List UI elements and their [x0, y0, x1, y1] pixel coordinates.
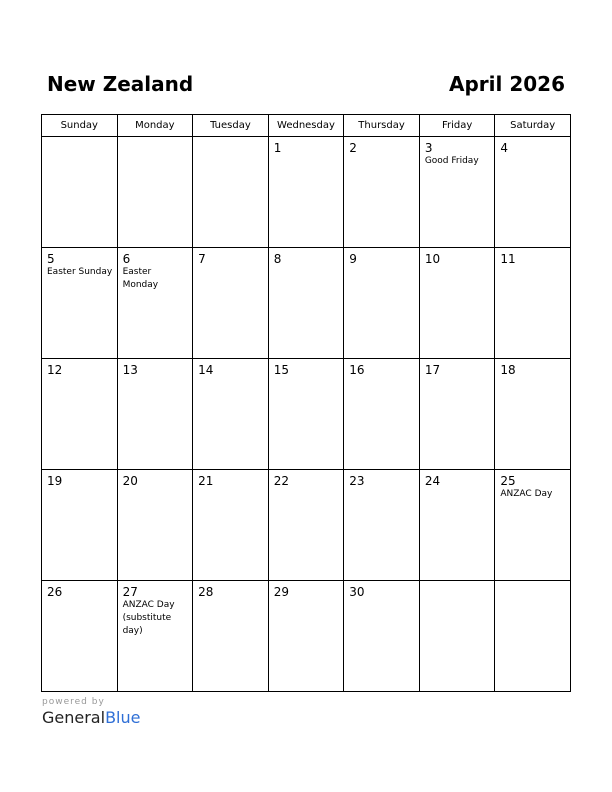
day-cell — [42, 470, 118, 581]
week-row — [42, 359, 571, 470]
day-cell — [42, 359, 118, 470]
day-number: 17 — [424, 363, 441, 377]
day-number: 15 — [273, 363, 289, 377]
day-cell — [42, 248, 118, 359]
day-number — [420, 581, 495, 585]
day-number: 11 — [500, 252, 516, 266]
day-number: 19 — [47, 474, 63, 488]
weekday-header: Saturday — [495, 115, 571, 137]
day-cell — [42, 581, 118, 692]
weekday-header-row — [42, 115, 571, 137]
day-number: 3 — [424, 141, 433, 155]
day-number: 10 — [424, 252, 441, 266]
day-cell — [495, 248, 571, 359]
day-number: 1 — [273, 141, 282, 155]
day-cell — [495, 359, 571, 470]
day-number: 2 — [349, 141, 357, 155]
week-row — [42, 248, 571, 359]
holiday-label: Easter Sunday — [47, 267, 113, 277]
day-cell — [193, 470, 269, 581]
day-number: 16 — [349, 363, 365, 377]
day-number: 4 — [500, 141, 509, 155]
day-number: 23 — [349, 474, 365, 488]
day-cell — [193, 581, 269, 692]
day-number: 26 — [47, 585, 63, 599]
day-cell — [419, 137, 495, 248]
weekday-header: Wednesday — [268, 115, 344, 137]
day-number: 18 — [500, 363, 516, 377]
day-number — [118, 137, 193, 141]
day-number: 24 — [424, 474, 441, 488]
day-cell — [42, 137, 118, 248]
weekday-header: Monday — [117, 115, 193, 137]
day-cell — [344, 137, 420, 248]
week-row — [42, 137, 571, 248]
day-number — [193, 137, 268, 141]
brand-name — [42, 708, 140, 728]
day-number: 12 — [47, 363, 63, 377]
day-cell — [117, 581, 193, 692]
weekday-header: Thursday — [344, 115, 420, 137]
day-number: 22 — [273, 474, 289, 488]
day-number — [495, 581, 570, 585]
day-cell — [344, 248, 420, 359]
day-number: 7 — [198, 252, 206, 266]
day-number: 13 — [122, 363, 138, 377]
day-number: 27 — [122, 585, 138, 599]
holiday-label: ANZAC Day — [500, 489, 553, 499]
brand-name-part1: General — [42, 708, 106, 727]
day-cell — [117, 470, 193, 581]
holiday-label: Good Friday — [424, 156, 479, 166]
holiday-label: Easter Monday — [122, 267, 159, 290]
day-cell — [419, 470, 495, 581]
day-number: 5 — [47, 252, 55, 266]
day-cell — [344, 359, 420, 470]
week-row — [42, 581, 571, 692]
day-cell — [117, 248, 193, 359]
generalblue-logo[interactable] — [42, 696, 140, 728]
day-number: 21 — [198, 474, 214, 488]
week-row — [42, 470, 571, 581]
day-cell — [419, 581, 495, 692]
day-number: 28 — [198, 585, 214, 599]
day-cell — [268, 248, 344, 359]
day-number: 14 — [198, 363, 214, 377]
day-cell — [495, 470, 571, 581]
country-title: New Zealand — [47, 72, 194, 96]
day-cell — [268, 359, 344, 470]
day-number: 30 — [349, 585, 365, 599]
holiday-label: ANZAC Day (substitute day) — [122, 600, 175, 636]
weekday-header: Sunday — [42, 115, 118, 137]
weekday-header: Tuesday — [193, 115, 269, 137]
day-cell — [344, 470, 420, 581]
month-year-title: April 2026 — [449, 72, 565, 96]
day-cell — [268, 137, 344, 248]
powered-by-label: powered by — [42, 697, 105, 707]
day-cell — [495, 137, 571, 248]
day-cell — [268, 470, 344, 581]
day-cell — [344, 581, 420, 692]
day-number — [42, 137, 117, 141]
day-number: 9 — [349, 252, 357, 266]
weekday-header: Friday — [419, 115, 495, 137]
day-cell — [117, 137, 193, 248]
day-cell — [419, 359, 495, 470]
day-cell — [268, 581, 344, 692]
day-number: 8 — [273, 252, 282, 266]
brand-name-part2: Blue — [105, 708, 141, 727]
day-cell — [117, 359, 193, 470]
day-cell — [495, 581, 571, 692]
day-number: 29 — [273, 585, 289, 599]
day-cell — [193, 359, 269, 470]
day-cell — [193, 137, 269, 248]
day-number: 20 — [122, 474, 138, 488]
calendar-grid — [41, 114, 571, 692]
day-number: 6 — [122, 252, 131, 266]
day-number: 25 — [500, 474, 516, 488]
day-cell — [419, 248, 495, 359]
day-cell — [193, 248, 269, 359]
